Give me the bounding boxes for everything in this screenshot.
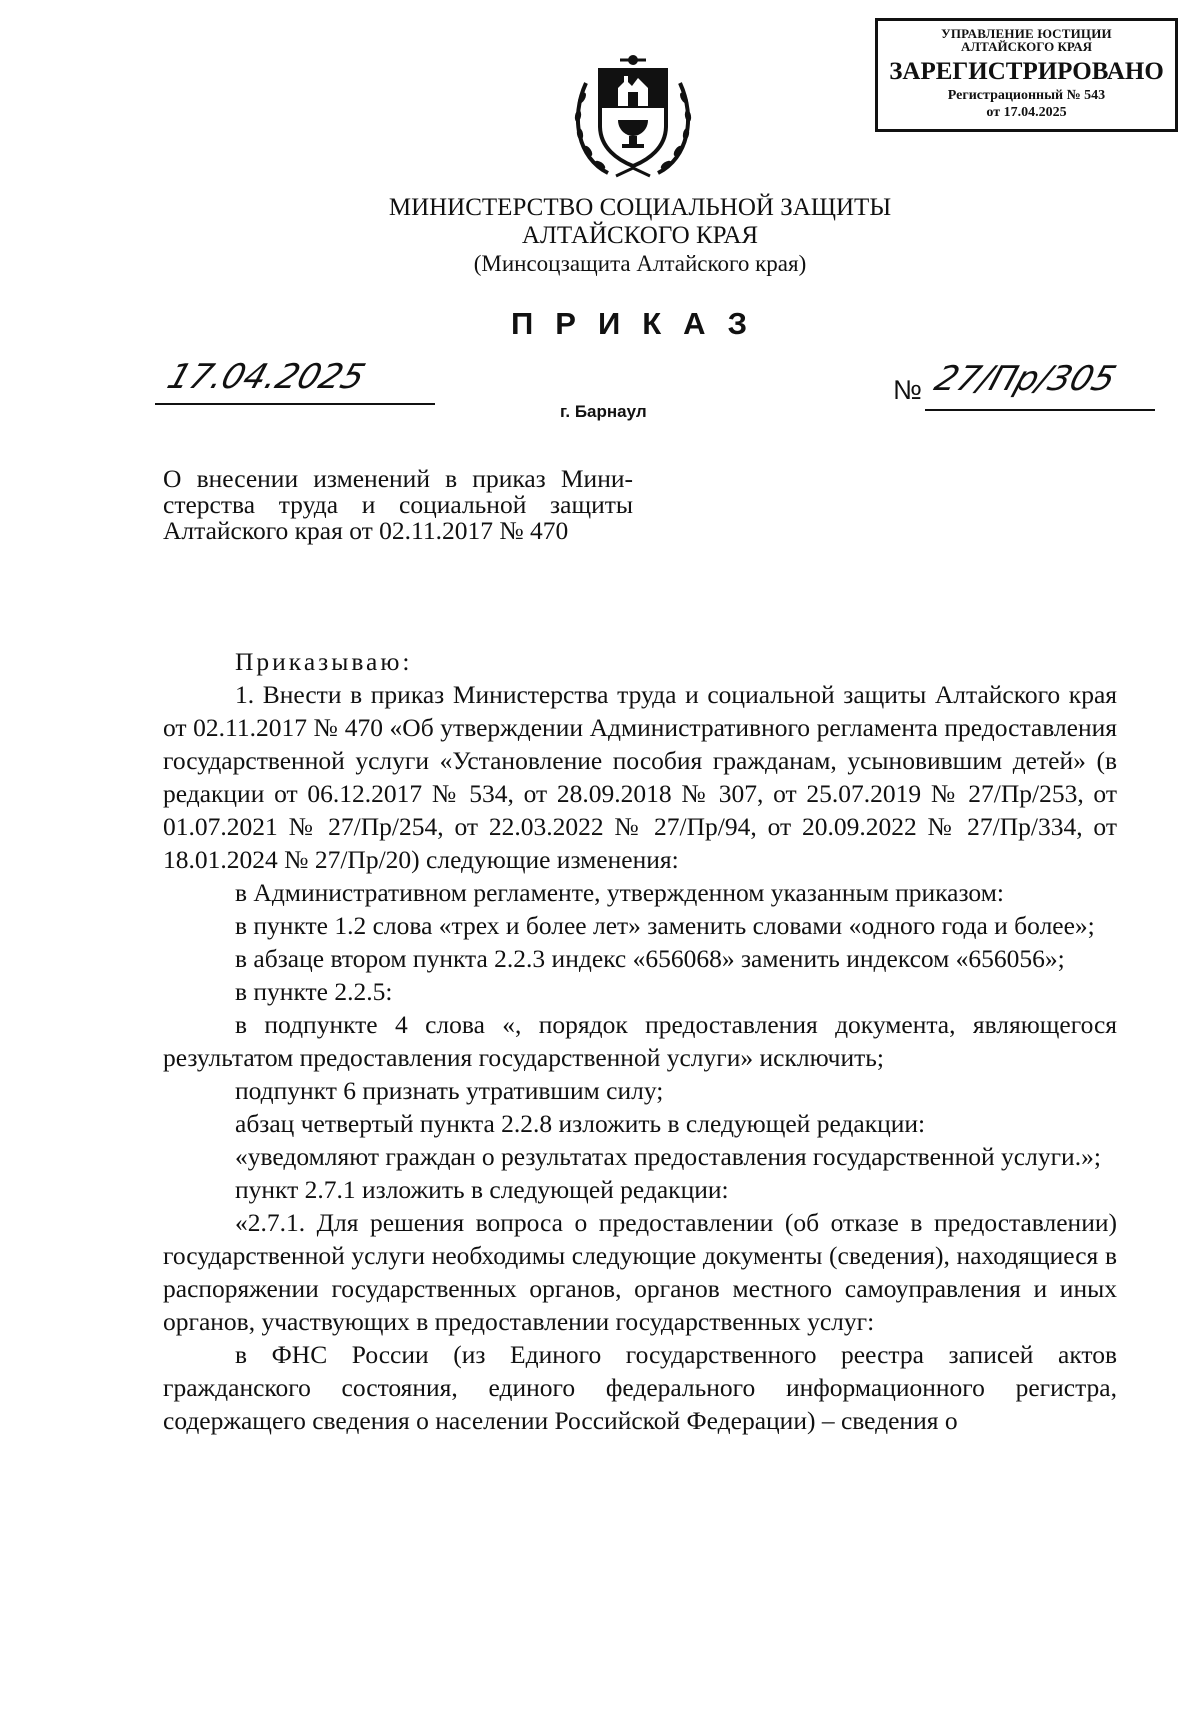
paragraph: подпункт 6 признать утратившим силу;: [235, 1076, 664, 1105]
paragraph: 1. Внести в приказ Министерства труда и социальной защиты Алтайского края от 02.11.2017 № 470 «Об утверждении Административного регламента предоставления государственной услуги «Установление пособия гражданам, усыновившим детей» (в редакции от 06.12.2017 № 534, от 28.09.2018 № 307, от 25.07.2019 № 27/Пр/253, от 01.07.2021 № 27/Пр/254, от 22.03.2022 № 27/Пр/94, от 20.09.2022 № 27/Пр/334, от 18.01.2024 № 27/Пр/20) следующие изменения:: [163, 680, 1117, 874]
order-title-line3: Алтайского края от 02.11.2017 № 470: [163, 516, 569, 545]
stamp-authority-line2: АЛТАЙСКОГО КРАЯ: [961, 39, 1092, 54]
handwritten-date-text: 17.04.2025: [162, 358, 370, 397]
stamp-authority-line1: УПРАВЛЕНИЕ ЮСТИЦИИ: [941, 26, 1112, 41]
paragraph: в пункте 2.2.5:: [235, 977, 393, 1006]
ministry-name-line2: АЛТАЙСКОГО КРАЯ: [521, 222, 759, 249]
paragraph: в абзаце втором пункта 2.2.3 индекс «656068» заменить индексом «656056»;: [235, 944, 1065, 973]
registration-stamp: [875, 18, 1178, 132]
handwritten-number: [925, 358, 1160, 424]
paragraph: в подпункте 4 слова «, порядок предоставления документа, являющегося результатом предоставления государственной услуги» исключить;: [163, 1010, 1117, 1072]
number-sign: №: [893, 375, 922, 405]
stamp-reg-date: от 17.04.2025: [986, 105, 1067, 120]
ministry-name-line1: МИНИСТЕРСТВО СОЦИАЛЬНОЙ ЗАЩИТЫ: [388, 194, 892, 221]
stamp-reg-number: Регистрационный № 543: [947, 88, 1106, 103]
paragraph: в пункте 1.2 слова «трех и более лет» заменить словами «одного года и более»;: [235, 911, 1095, 940]
paragraph: «2.7.1. Для решения вопроса о предоставлении (об отказе в предоставлении) государственной услуги необходимы следующие документы (сведения), находящиеся в распоряжении государственных органов, органов местного самоуправления и иных органов, участвующих в предоставлении государственных услуг:: [163, 1208, 1117, 1336]
paragraph: в Административном регламенте, утвержденном указанным приказом:: [235, 878, 1004, 907]
document-type: ПРИКАЗ: [511, 306, 769, 341]
paragraph: пункт 2.7.1 изложить в следующей редакции:: [235, 1175, 729, 1204]
order-title: [163, 466, 633, 544]
stamp-status: ЗАРЕГИСТРИРОВАНО: [889, 58, 1164, 85]
coat-of-arms-icon: [568, 48, 698, 188]
paragraph: «уведомляют граждан о результатах предоставления государственной услуги.»;: [235, 1142, 1101, 1171]
handwritten-number-text: 27/Пр/305: [929, 359, 1121, 399]
order-title-line2: стерства труда и социальной защиты: [163, 490, 633, 519]
paragraph: абзац четвертый пункта 2.2.8 изложить в следующей редакции:: [235, 1109, 926, 1138]
order-body: [163, 645, 1117, 1437]
city: г. Барнаул: [560, 402, 647, 421]
ministry-short-name: (Минсоцзащита Алтайского края): [473, 251, 807, 276]
handwritten-date: [155, 358, 445, 416]
paragraph: в ФНС России (из Единого государственного реестра записей актов гражданского состояния, единого федерального информационного регистра, содержащего сведения о населении Российской Федерации) – сведения о: [163, 1340, 1117, 1435]
order-title-line1: О внесении изменений в приказ Мини-: [163, 464, 633, 493]
paragraph-order: Приказываю:: [235, 647, 413, 676]
